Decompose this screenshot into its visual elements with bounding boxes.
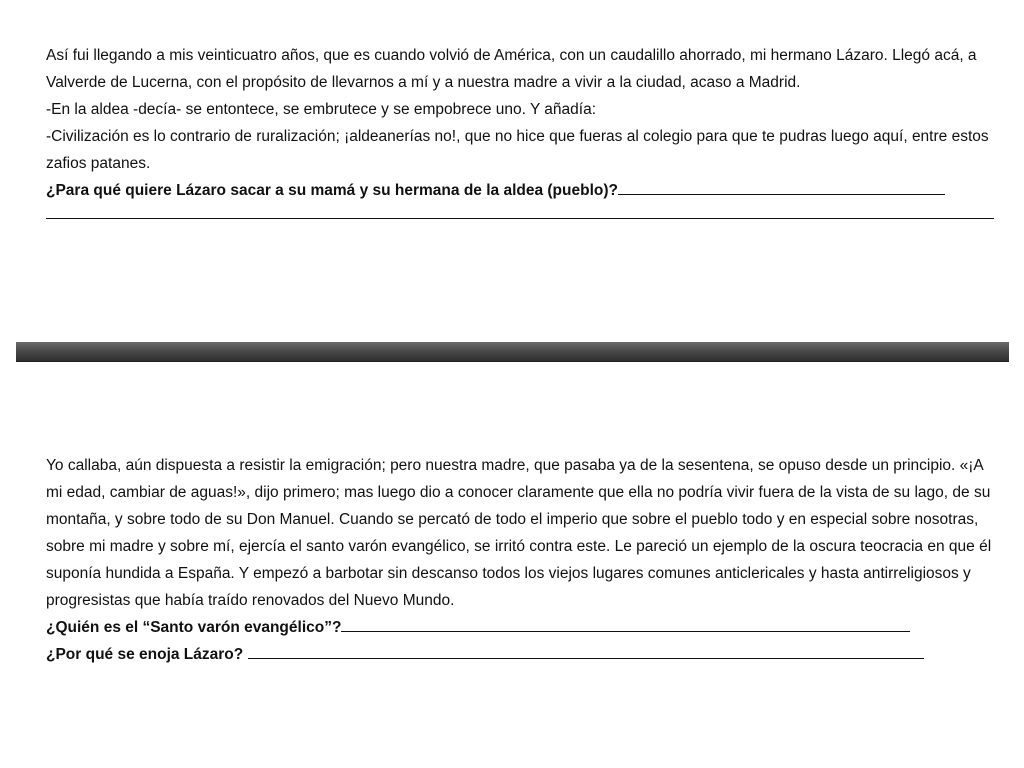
question-1 <box>46 177 1001 204</box>
question-3 <box>46 641 1001 668</box>
answer-line-1[interactable] <box>618 177 945 195</box>
answer-line-2[interactable] <box>341 614 910 632</box>
passage-2-paragraph: Yo callaba, aún dispuesta a resistir la emigración; pero nuestra madre, que pasaba ya de la sesentena, se opuso desde un principio. «¡A mi edad, cambiar de aguas!», dijo primero; mas luego dio a conocer claramente que ella no podría vivir fuera de la vista de su lago, de su montaña, y sobre todo de su Don Manuel. Cuando se percató de todo el imperio que sobre el pueblo todo y en especial sobre nosotras, sobre mi madre y sobre mí, ejercía el santo varón evangélico, se irritó contra este. Le pareció un ejemplo de la oscura teocracia en que él suponía hundida a España. Y empezó a barbotar sin descanso todos los viejos lugares comunes anticlericales y hasta antirreligiosos y progresistas que había traído renovados del Nuevo Mundo. <box>46 457 992 609</box>
passage-1-quote-1: -En la aldea -decía- se entontece, se embrutece y se empobrece uno. Y añadía: <box>46 101 597 118</box>
question-1-text: ¿Para qué quiere Lázaro sacar a su mamá y su hermana de la aldea (pueblo)? <box>46 182 618 199</box>
answer-line-3[interactable] <box>248 641 924 659</box>
passage-1-quote-2: -Civilización es lo contrario de ruralización; ¡aldeanerías no!, que no hice que fueras al colegio para que te pudras luego aquí, entre estos zafios patanes. <box>46 128 989 172</box>
question-2 <box>46 614 1001 641</box>
passage-1-paragraph: Así fui llegando a mis veinticuatro años, que es cuando volvió de América, con un caudalillo ahorrado, mi hermano Lázaro. Llegó acá, a Valverde de Lucerna, con el propósito de llevarnos a mí y a nuestra madre a vivir a la ciudad, acaso a Madrid. <box>46 47 977 91</box>
answer-line-1-continued[interactable] <box>46 204 994 219</box>
question-3-text: ¿Por qué se enoja Lázaro? <box>46 646 248 663</box>
passage-2 <box>46 452 1001 668</box>
passage-1 <box>46 42 1001 219</box>
section-divider <box>16 342 1009 362</box>
question-2-text: ¿Quién es el “Santo varón evangélico”? <box>46 619 342 636</box>
